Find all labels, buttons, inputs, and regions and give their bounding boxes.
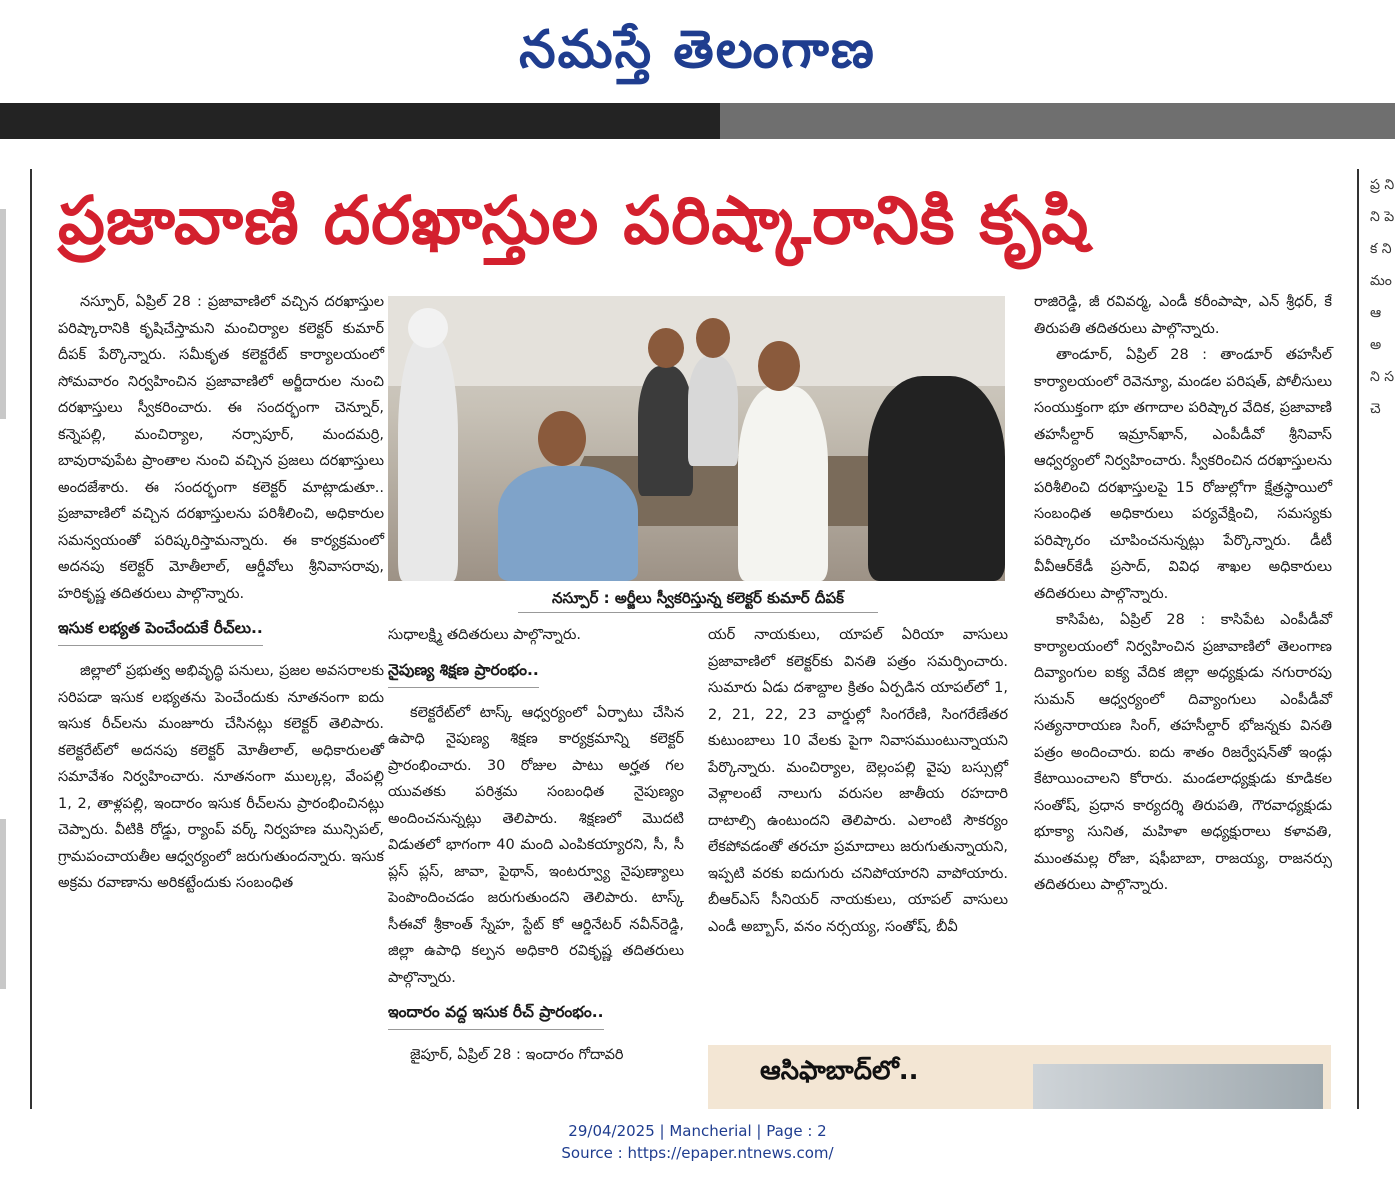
- photo-person: [738, 386, 828, 581]
- article-column-1: [58, 289, 384, 897]
- subheading: నైపుణ్య శిక్షణ ప్రారంభం..: [388, 657, 539, 688]
- page-footer: [0, 1120, 1395, 1164]
- paragraph: తాండూర్, ఏప్రిల్ 28 : తాండూర్ తహసీల్ కార్యాలయంలో రెవెన్యూ, మండల పరిషత్, పోలీసులు సంయుక్తంగా భూ తగాదాల పరిష్కార వేదిక, ప్రజావాణి తహసీల్దార్ ఇమ్రాన్‌ఖాన్, ఎంపీడీవో శ్రీనివాస్ ఆధ్వర్యంలో నిర్వహించారు. స్వీకరించిన దరఖాస్తులను పరిశీలించి దరఖాస్తులపై 15 రోజుల్లోగా క్షేత్రస్థాయిలో సంబంధిత అధికారులు పర్యవేక్షించి, సమస్యకు పరిష్కారం చూపించనున్నట్లు పేర్కొన్నారు. డీటీ వీవీఆర్‌కేడీ ప్రసాద్, వివిధ శాఖల అధికారులు తదితరులు పాల్గొన్నారు.: [1034, 347, 1332, 602]
- paragraph: సుధాలక్ష్మి తదితరులు పాల్గొన్నారు.: [388, 627, 582, 643]
- photo-head: [758, 341, 800, 391]
- header-bar-gray: [720, 103, 1395, 139]
- subheading: ఇసుక లభ్యత పెంచేందుకే రీచ్‌లు..: [58, 615, 263, 646]
- article-headline: ప్రజావాణి దరఖాస్తుల పరిష్కారానికి కృషి: [58, 182, 1090, 259]
- paragraph: కాసిపేట, ఏప్రిల్ 28 : కాసిపేట ఎంపీడీవో కార్యాలయంలో నిర్వహించిన ప్రజావాణిలో తెలంగాణ దివ్యాంగుల ఐక్య వేదిక జిల్లా అధ్యక్షుడు నగురారపు సుమన్ ఆధ్వర్యంలో దివ్యాంగులు ఎంపీడీవో సత్యనారాయణ సింగ్, తహసీల్దార్ భోజన్నకు వినతి పత్రం అందించారు. ఐదు శాతం రిజర్వేషన్‌తో ఇండ్లు కేటాయించాలని కోరారు. మండలాధ్యక్షుడు కూడికల సంతోష్, ప్రధాన కార్యదర్శి తిరుపతి, గౌరవాధ్యక్షుడు భూక్యా సునిత, మహిళా అధ్యక్షురాలు కళావతి, ముంతమల్ల రోజా, షఫీబాబా, రాజయ్య, రాజనర్సు తదితరులు పాల్గొన్నారు.: [1034, 612, 1332, 893]
- left-edge-clipping: [0, 209, 6, 419]
- photo-person: [638, 366, 693, 496]
- photo-person: [868, 376, 1005, 581]
- photo-caption: నస్పూర్ : అర్జీలు స్వీకరిస్తున్న కలెక్టర్ కుమార్ దీపక్: [518, 584, 878, 613]
- masthead: [0, 0, 1395, 100]
- article-column-3: [708, 622, 1008, 940]
- promo-photo: [1033, 1064, 1323, 1109]
- photo-person: [498, 466, 638, 581]
- paragraph: రాజిరెడ్డి, జీ రవివర్మ, ఎండీ కరీంపాషా, ఎన్ శ్రీధర్, కే తిరుపతి తదితరులు పాల్గొన్నారు.: [1034, 294, 1332, 337]
- left-edge-clipping: [0, 819, 6, 989]
- edition-info: 29/04/2025 | Mancherial | Page : 2: [568, 1122, 827, 1140]
- newspaper-page: [0, 139, 1395, 1109]
- photo-person: [398, 336, 458, 581]
- article-column-4: [1034, 289, 1332, 899]
- paragraph: కలెక్టరేట్‌లో టాస్క్ ఆధ్వర్యంలో ఏర్పాటు చేసిన ఉపాధి నైపుణ్య శిక్షణ కార్యక్రమాన్ని కలెక్టర్ ప్రారంభించారు. 30 రోజుల పాటు అర్హత గల యువతకు పరిశ్రమ సంబంధిత నైపుణ్యం అందించనున్నట్లు తెలిపారు. శిక్షణలో మొదటి విడుతలో భాగంగా 40 మంది ఎంపికయ్యారని, సీ, సీ ప్లస్ ప్లస్, జావా, పైథాన్, ఇంటర్వ్యూ నైపుణ్యాలు పెంపొందించడం జరుగుతుందని తెలిపారు. టాస్క్ సీఈవో శ్రీకాంత్ స్నేహ, స్టేట్ కో ఆర్డినేటర్ నవీన్‌రెడ్డి, జిల్లా ఉపాధి కల్పన అధికారి రవికృష్ణ తదితరులు పాల్గొన్నారు.: [388, 704, 684, 986]
- photo-head: [538, 411, 586, 466]
- subheading: ఇందారం వద్ద ఇసుక రీచ్ ప్రారంభం..: [388, 999, 604, 1030]
- source-link[interactable]: Source : https://epaper.ntnews.com/: [561, 1144, 834, 1162]
- photo-person: [688, 356, 738, 466]
- photo-head: [696, 318, 730, 358]
- newspaper-title: నమస్తే తెలంగాణ: [519, 20, 876, 80]
- photo-head: [648, 328, 684, 368]
- promo-title: ఆసిఫాబాద్‌లో..: [760, 1056, 919, 1086]
- paragraph: యర్ నాయకులు, యాపల్ ఏరియా వాసులు ప్రజావాణిలో కలెక్టర్‌కు వినతి పత్రం సమర్పించారు. సుమారు ఏడు దశాబ్దాల క్రితం ఏర్పడిన యాపల్‌లో 1, 2, 21, 22, 23 వార్డుల్లో సింగరేణి, సింగరేణేతర కుటుంబాలు 10 వేలకు పైగా నివాసముంటున్నాయని పేర్కొన్నారు. మంచిర్యాల, బెల్లంపల్లి వైపు బస్సుల్లో వెళ్లాలంటే నాలుగు వరుసల జాతీయ రహదారి దాటాల్సి ఉంటుందని తెలిపారు. ఎలాంటి సౌకర్యం లేకపోవడంతో తరచూ ప్రమాదాలు జరుగుతున్నాయని, ఇప్పటి వరకు ఐదుగురు చనిపోయారని వాపోయారు. బీఆర్‌ఎస్ సీనియర్ నాయకులు, యాపల్ వాసులు ఎండీ అబ్బాస్, వనం నర్సయ్య, సంతోష్, బీవీ: [708, 627, 1008, 935]
- column-rule: [1357, 169, 1359, 1109]
- article-column-2: [388, 622, 684, 1069]
- article-photo: [388, 296, 1005, 581]
- photo-head: [408, 308, 448, 348]
- paragraph: నస్పూర్, ఏప్రిల్ 28 : ప్రజావాణిలో వచ్చిన దరఖాస్తుల పరిష్కారానికి కృషిచేస్తామని మంచిర్యాల కలెక్టర్ కుమార్ దీపక్ పేర్కొన్నారు. సమీకృత కలెక్టరేట్ కార్యాలయంలో సోమవారం నిర్వహించిన ప్రజావాణిలో అర్జీదారుల నుంచి దరఖాస్తులు స్వీకరించారు. ఈ సందర్భంగా చెన్నూర్, కన్నెపల్లి, మంచిర్యాల, నర్సాపూర్, మందమర్రి, బావురావుపేట ప్రాంతాల నుంచి వచ్చిన ప్రజలు దరఖాస్తులు అందజేశారు. ఈ సందర్భంగా కలెక్టర్ మాట్లాడుతూ.. ప్రజావాణిలో వచ్చిన దరఖాస్తులను పరిశీలించి, అధికారుల సమన్వయంతో పరిష్కరిస్తామన్నారు. ఈ కార్యక్రమంలో అదనపు కలెక్టర్ మోతీలాల్, ఆర్డీవోలు శ్రీనివాసరావు, హరికృష్ణ తదితరులు పాల్గొన్నారు.: [58, 294, 384, 602]
- paragraph: జైపూర్, ఏప్రిల్ 28 : ఇందారం గోదావరి: [410, 1047, 624, 1063]
- column-rule: [30, 169, 32, 1109]
- adjacent-article-fragment: ప్ర ని ని పె క ని మం ఆ అ ని స చె: [1370, 177, 1395, 417]
- header-bar-dark: [0, 103, 720, 139]
- paragraph: జిల్లాలో ప్రభుత్వ అభివృద్ధి పనులు, ప్రజల అవసరాలకు సరిపడా ఇసుక లభ్యతను పెంచేందుకు నూతనంగా ఐదు ఇసుక రీచ్‌లను మంజూరు చేసినట్లు కలెక్టర్ తెలిపారు. కలెక్టరేట్‌లో అదనపు కలెక్టర్ మోతీలాల్, అధికారులతో సమావేశం నిర్వహించారు. నూతనంగా ముల్కల్ల, వేంపల్లి 1, 2, తాళ్లపల్లి, ఇందారం ఇసుక రీచ్‌లను ప్రారంభించినట్లు చెప్పారు. వీటికి రోడ్డు, ర్యాంప్ వర్క్ నిర్వహణ మున్సిపల్, గ్రామపంచాయతీల ఆధ్వర్యంలో జరుగుతుందన్నారు. ఇసుక అక్రమ రవాణాను అరికట్టేందుకు సంబంధిత: [58, 663, 384, 891]
